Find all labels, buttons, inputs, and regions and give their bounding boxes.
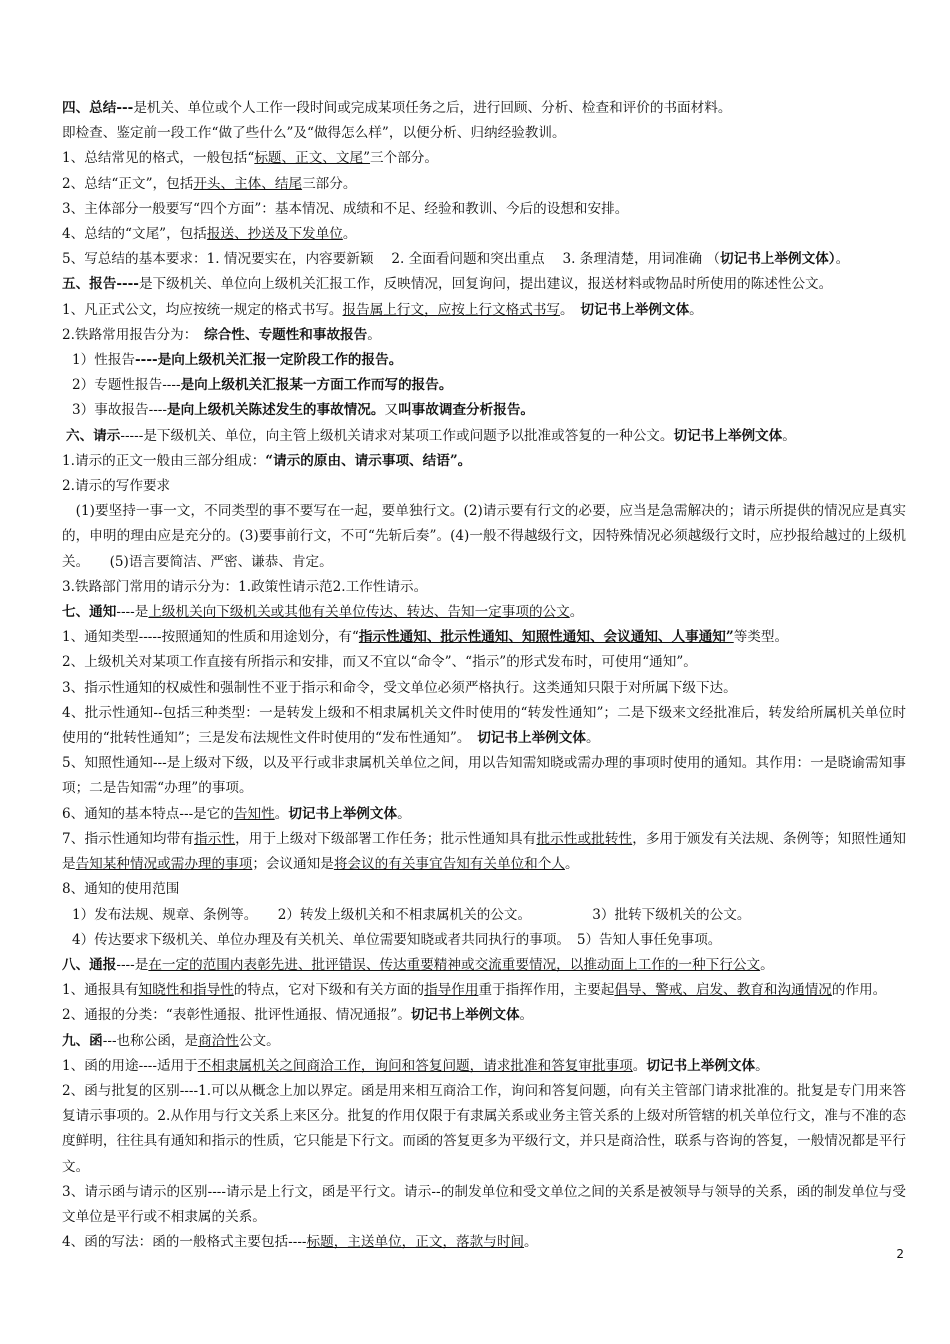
para-tongbao-features xyxy=(62,978,906,1003)
text-run: 1、通知类型-----按照通知的性质和用途划分，有“ xyxy=(62,629,359,646)
text-run: 1）性报告 xyxy=(72,352,136,369)
text-run: 。 xyxy=(397,805,411,822)
text-run: 报送、抄送及下发单位 xyxy=(206,226,343,243)
text-run: 。 xyxy=(519,1007,534,1024)
text-run: 3、主体部分一般要写“四个方面”：基本情况、成绩和不足、经验和教训、今后的设想和安排。 xyxy=(62,200,629,217)
text-run: 2、上级机关对某项工作直接有所指示和安排，而又不宜以“命令”、“指示”的形式发布时，可使用“通知”。 xyxy=(62,654,697,671)
para-baogao-definition xyxy=(62,272,906,297)
text-run: 等类型。 xyxy=(733,629,789,646)
text-run: 指示性 xyxy=(194,830,236,847)
text-run: 2.请示的写作要求 xyxy=(62,478,171,495)
text-run: 告知某种情况或需办理的事项 xyxy=(75,856,253,873)
text-run: 叫事故调查分析报告。 xyxy=(398,402,535,419)
text-run: 指示性通知、批示性通知、知照性通知、会议通知、人事通知” xyxy=(358,629,734,646)
text-run: 切记书上举例文体 xyxy=(673,427,783,444)
para-tongzhi-scope-2 xyxy=(62,928,906,953)
text-run: 是向上级机关陈述发生的事故情况。 xyxy=(167,402,385,419)
para-baogao-type-2 xyxy=(62,373,906,398)
page-number: 2 xyxy=(896,1247,904,1261)
para-zongjie-requirements xyxy=(62,247,906,272)
text-run: ---也称公函，是 xyxy=(102,1032,199,1049)
text-run: 7、指示性通知均带有 xyxy=(62,830,194,847)
text-run: 是下级机关、单位向上级机关汇报工作，反映情况，回复询问，提出建议，报送材料或物品时所使用的陈述性公文。 xyxy=(138,276,833,293)
text-run: 三个部分。 xyxy=(370,150,438,167)
para-tongzhi-scope-1 xyxy=(62,903,906,928)
text-run: 的特点，它对下级和有关方面的 xyxy=(233,982,425,999)
text-run: 切记书上举例文体 xyxy=(580,301,690,318)
text-run: (1)要坚持一事一文，不同类型的事不要写在一起，要单独行文。(2)请示要有行文的必要，应当是急需解决的；请示所提供的情况应是真实的，申明的理由应是充分的。(3)要事前行文，不可“先斩后奏”。(4)一般不得越级行文，因特殊情况必须越级行文时，应抄报给越过的上级机关。 (5)语言要简洁、严密、谦恭、肯定。 xyxy=(62,503,906,570)
text-run: 标题、正文、文尾” xyxy=(254,150,371,167)
para-tongzhi-notice xyxy=(62,751,906,801)
text-run: 九、函 xyxy=(62,1032,103,1049)
para-baogao-type-3 xyxy=(62,398,906,423)
para-tongzhi-types xyxy=(62,625,906,650)
text-run: 指导作用 xyxy=(424,982,479,999)
para-han-vs-qingshi xyxy=(62,1180,906,1230)
text-run: 的作用。 xyxy=(831,982,887,999)
para-tongzhi-directive xyxy=(62,676,906,701)
text-run: 。 xyxy=(835,251,850,268)
text-run: 2、总结“正文”，包括 xyxy=(62,175,194,192)
text-run: 2、通报的分类：“表彰性通报、批评性通报、情况通报”。 xyxy=(62,1007,411,1024)
text-run: 是机关、单位或个人工作一段时间或完成某项任务之后，进行回顾、分析、检查和评价的书面材料。 xyxy=(133,100,732,116)
text-run: 4、总结的“文尾”，包括 xyxy=(62,226,207,243)
para-zongjie-purpose xyxy=(62,121,906,146)
para-baogao-type-1 xyxy=(62,348,906,373)
para-tongbao-definition xyxy=(62,953,906,978)
text-run: 开头、主体、结尾 xyxy=(193,175,303,192)
text-run: 5、知照性通知---是上级对下级，以及平行或非隶属机关单位之间，用以告知需知晓或需办理的事项时使用的通知。其作用：一是晓谕需知事项；二是告知需“办理”的事项。 xyxy=(62,755,906,797)
text-run: ----是 xyxy=(116,956,149,973)
text-run: 。 xyxy=(632,1057,647,1074)
text-run: 5、写总结的基本要求：1. 情况要实在，内容要新颖 2. 全面看问题和突出重点 3. 条理清楚，用词准确 （ xyxy=(62,251,721,268)
text-run: 将会议的有关事宜告知有关单位和个人 xyxy=(333,856,565,873)
para-tongzhi-compare xyxy=(62,827,906,877)
para-qingshi-definition xyxy=(62,424,906,449)
text-run: ；会议通知是 xyxy=(252,856,334,873)
text-run: 。 xyxy=(342,226,357,243)
para-tongzhi-feature xyxy=(62,802,906,827)
text-run: ----是 xyxy=(116,604,149,621)
para-zongjie-definition xyxy=(62,96,906,121)
text-run: 1、总结常见的格式，一般包括“ xyxy=(62,150,255,167)
text-run: 商洽性 xyxy=(198,1032,239,1049)
para-zongjie-body xyxy=(62,172,906,197)
text-run: 四、总结--- xyxy=(62,100,134,116)
text-run: 。 xyxy=(782,427,796,444)
text-run: 知晓性和指导性 xyxy=(138,982,234,999)
text-run: 公文。 xyxy=(238,1032,280,1049)
para-han-format xyxy=(62,1230,906,1255)
para-qingshi-req-heading xyxy=(62,474,906,499)
text-run: 。 xyxy=(755,1057,769,1074)
document-body xyxy=(62,96,906,1255)
text-run: 2.铁路常用报告分为： xyxy=(62,326,205,343)
text-run: 1）发布法规、规章、条例等。 2）转发上级机关和不相隶属机关的公文。 3）批转下级机关的公文。 xyxy=(72,906,751,923)
text-run: 。 xyxy=(760,956,774,973)
text-run: ，用于上级对下级部署工作任务；批示性通知具有 xyxy=(235,830,537,847)
text-run: 六、请示 xyxy=(66,427,121,444)
para-zongjie-format xyxy=(62,146,906,171)
text-run: 2）专题性报告---- xyxy=(72,377,181,394)
para-han-vs-pifu xyxy=(62,1079,906,1180)
para-zongjie-main xyxy=(62,197,906,222)
text-run: 3、请示函与请示的区别----请示是上行文，函是平行文。请示--的制发单位和受文单位之间的关系是被领导与领导的关系，函的制发单位与受文单位是平行或不相隶属的关系。 xyxy=(62,1183,906,1225)
para-baogao-types xyxy=(62,323,906,348)
para-qingshi-structure xyxy=(62,449,906,474)
text-run: 上级机关向下级机关或其他有关单位传达、转达、告知一定事项的公文 xyxy=(148,604,570,621)
para-tongbao-types xyxy=(62,1003,906,1028)
para-qingshi-requirements xyxy=(62,499,906,575)
text-run: 4、批示性通知--包括三种类型：一是转发上级和不相隶属机关文件时使用的“转发性通知”；二是下级来文经批准后，转发给所属机关单位时使用的“批转性通知”；三是发布法规性文件时使用的“发布性通知”。 xyxy=(62,704,906,747)
text-run: 在一定的范围内表彰先进、批评错误、传达重要精神或交流重要情况，以推动面上工作的一种下行公文 xyxy=(148,956,761,973)
text-run: 切记书上举例文体 xyxy=(646,1057,756,1074)
text-run: 告知性 xyxy=(233,805,275,822)
para-han-definition xyxy=(62,1029,906,1054)
text-run: 批示性或批转性 xyxy=(536,830,633,847)
text-run: 2、函与批复的区别----1.可以从概念上加以界定。函是用来相互商洽工作，询问和答复问题，向有关主管部门请求批准的。批复是专门用来答复请示事项的。2.从作用与行文关系上来区分。批复的作用仅限于有隶属关系或业务主管关系的上级对所管辖的机关单位行文，准与不准的态度鲜明，往往具有通知和指示的性质，它只能是下行文。而函的答复更多为平级行文，并只是商洽性，联系与咨询的答复，一般情况都是平行文。 xyxy=(62,1082,906,1175)
text-run: 倡导、警戒、启发、教育和沟通情况 xyxy=(614,982,832,999)
para-tongzhi-approval xyxy=(62,701,906,751)
text-run: 即检查、鉴定前一段工作“做了些什么”及“做得怎么样”，以便分析、归纳经验教训。 xyxy=(62,125,566,142)
text-run: 1.请示的正文一般由三部分组成： xyxy=(62,452,266,469)
text-run: 是向上级机关汇报某一方面工作而写的报告。 xyxy=(180,377,453,394)
text-run: 。 xyxy=(274,805,289,822)
para-tongzhi-usage xyxy=(62,650,906,675)
para-han-usage xyxy=(62,1054,906,1079)
text-run: 综合性、专题性和事故报告 xyxy=(204,326,368,343)
text-run: 切记书上举例文体 xyxy=(410,1007,520,1024)
text-run: 切记书上举例文体） xyxy=(720,251,836,268)
text-run: 4、函的写法：函的一般格式主要包括---- xyxy=(62,1234,307,1251)
text-run: 1、通报具有 xyxy=(62,982,139,999)
text-run: -----是下级机关、单位，向主管上级机关请求对某项工作或问题予以批准或答复的一种公文。 xyxy=(120,427,674,444)
text-run: 三部分。 xyxy=(302,175,357,192)
para-qingshi-types xyxy=(62,575,906,600)
text-run: 4）传达要求下级机关、单位办理及有关机关、单位需要知晓或者共同执行的事项。 5）告知人事任免事项。 xyxy=(72,931,722,948)
text-run: 切记书上举例文体 xyxy=(477,730,586,747)
text-run: 。 xyxy=(564,856,579,873)
text-run: 切记书上举例文体 xyxy=(288,805,398,822)
para-zongjie-ending xyxy=(62,222,906,247)
text-run: 。 xyxy=(689,301,703,318)
text-run: “请示的原由、请示事项、结语”。 xyxy=(265,452,472,469)
text-run: 五、报告---- xyxy=(62,276,139,293)
text-run: 报告属上行文，应按上行文格式书写 xyxy=(342,301,561,318)
text-run: 1、函的用途----适用于 xyxy=(62,1057,198,1074)
text-run: 3）事故报告---- xyxy=(72,402,167,419)
text-run: 。 xyxy=(367,326,381,343)
text-run: 。 xyxy=(560,301,581,318)
text-run: 。 xyxy=(585,730,600,747)
text-run: 不相隶属机关之间商洽工作，询问和答复问题，请求批准和答复审批事项 xyxy=(197,1057,633,1074)
text-run: 。 xyxy=(524,1234,538,1251)
para-baogao-format xyxy=(62,298,906,323)
text-run: ----是向上级机关汇报一定阶段工作的报告。 xyxy=(135,352,403,369)
text-run: 3.铁路部门常用的请示分为：1.政策性请示范2.工作性请示。 xyxy=(62,578,428,595)
text-run: ，多用于颁发有关法规、条例等；知照性通知是 xyxy=(62,830,907,873)
text-run: 3、指示性通知的权威性和强制性不亚于指示和命令，受文单位必须严格执行。这类通知只限于对所属下级下达。 xyxy=(62,679,737,696)
text-run: 又 xyxy=(384,402,399,419)
text-run: 七、通知 xyxy=(62,604,117,621)
para-tongzhi-scope-heading xyxy=(62,877,906,902)
text-run: 八、通报 xyxy=(62,956,117,973)
text-run: 标题，主送单位，正文，落款与时间 xyxy=(306,1234,525,1251)
para-tongzhi-definition xyxy=(62,600,906,625)
text-run: 重于指挥作用，主要起 xyxy=(478,982,615,999)
text-run: 1、凡正式公文，均应按统一规定的格式书写。 xyxy=(62,301,343,318)
text-run: 。 xyxy=(569,604,584,621)
text-run: 6、通知的基本特点---是它的 xyxy=(62,805,234,822)
text-run: 8、通知的使用范围 xyxy=(62,881,180,898)
